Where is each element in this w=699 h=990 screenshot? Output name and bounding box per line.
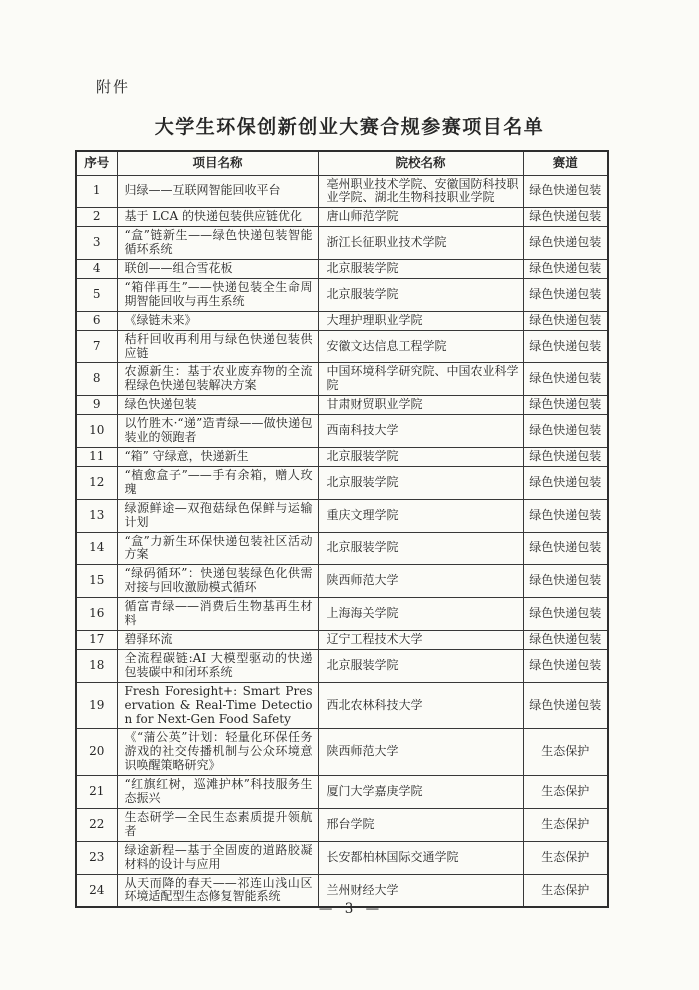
institution-name-cell: 北京服装学院 xyxy=(318,278,523,311)
project-name-cell: “箱” 守绿意，快递新生 xyxy=(117,448,318,467)
institution-name-cell: 西北农林科技大学 xyxy=(318,682,523,729)
project-name-cell: 全流程碳链:AI 大模型驱动的快递包装碳中和闭环系统 xyxy=(117,649,318,682)
track-cell: 绿色快递包装 xyxy=(523,175,608,208)
institution-name-cell: 陕西师范大学 xyxy=(318,729,523,776)
project-name-cell: 绿色快递包装 xyxy=(117,396,318,415)
project-name-cell: 绿途新程—基于全固废的道路胶凝材料的设计与应用 xyxy=(117,841,318,874)
project-name-cell: 《绿链未来》 xyxy=(117,311,318,330)
table-row xyxy=(76,396,608,415)
institution-name-cell: 重庆文理学院 xyxy=(318,499,523,532)
row-number: 15 xyxy=(76,565,117,598)
table-row xyxy=(76,227,608,260)
institution-name-cell: 浙江长征职业技术学院 xyxy=(318,227,523,260)
track-cell: 生态保护 xyxy=(523,874,608,907)
project-name-cell: 联创——组合雪花板 xyxy=(117,260,318,279)
table-row xyxy=(76,841,608,874)
row-number: 17 xyxy=(76,630,117,649)
header-track: 赛道 xyxy=(523,151,608,175)
table-row xyxy=(76,598,608,631)
institution-name-cell: 长安都柏林国际交通学院 xyxy=(318,841,523,874)
table-row xyxy=(76,565,608,598)
project-name-cell: “盒”力新生环保快递包装社区活动方案 xyxy=(117,532,318,565)
row-number: 7 xyxy=(76,330,117,363)
row-number: 20 xyxy=(76,729,117,776)
table-row xyxy=(76,330,608,363)
header-project-name: 项目名称 xyxy=(117,151,318,175)
institution-name-cell: 亳州职业技术学院、安徽国防科技职业学院、湖北生物科技职业学院 xyxy=(318,175,523,208)
institution-name-cell: 甘肃财贸职业学院 xyxy=(318,396,523,415)
track-cell: 绿色快递包装 xyxy=(523,415,608,448)
project-name-cell: 基于 LCA 的快递包装供应链优化 xyxy=(117,208,318,227)
project-name-cell: 循富青绿——消费后生物基再生材料 xyxy=(117,598,318,631)
track-cell: 生态保护 xyxy=(523,808,608,841)
header-serial-number: 序号 xyxy=(76,151,117,175)
track-cell: 绿色快递包装 xyxy=(523,649,608,682)
track-cell: 绿色快递包装 xyxy=(523,448,608,467)
row-number: 16 xyxy=(76,598,117,631)
track-cell: 绿色快递包装 xyxy=(523,396,608,415)
table-row xyxy=(76,466,608,499)
institution-name-cell: 安徽文达信息工程学院 xyxy=(318,330,523,363)
track-cell: 绿色快递包装 xyxy=(523,311,608,330)
track-cell: 绿色快递包装 xyxy=(523,565,608,598)
attachment-label: 附件 xyxy=(96,78,131,96)
institution-name-cell: 北京服装学院 xyxy=(318,260,523,279)
row-number: 23 xyxy=(76,841,117,874)
track-cell: 绿色快递包装 xyxy=(523,682,608,729)
track-cell: 绿色快递包装 xyxy=(523,208,608,227)
track-cell: 绿色快递包装 xyxy=(523,227,608,260)
track-cell: 生态保护 xyxy=(523,729,608,776)
row-number: 12 xyxy=(76,466,117,499)
track-cell: 生态保护 xyxy=(523,776,608,809)
header-institution-name: 院校名称 xyxy=(318,151,523,175)
row-number: 1 xyxy=(76,175,117,208)
institution-name-cell: 辽宁工程技术大学 xyxy=(318,630,523,649)
institution-name-cell: 西南科技大学 xyxy=(318,415,523,448)
project-name-cell: 秸秆回收再利用与绿色快递包装供应链 xyxy=(117,330,318,363)
project-name-cell: “植愈盒子”——手有余箱，赠人玫瑰 xyxy=(117,466,318,499)
institution-name-cell: 北京服装学院 xyxy=(318,532,523,565)
project-name-cell: “红旗红树，巡滩护林”科技服务生态振兴 xyxy=(117,776,318,809)
institution-name-cell: 陕西师范大学 xyxy=(318,565,523,598)
table-row xyxy=(76,729,608,776)
table-row xyxy=(76,630,608,649)
page-title: 大学生环保创新创业大赛合规参赛项目名单 xyxy=(154,116,545,138)
institution-name-cell: 北京服装学院 xyxy=(318,466,523,499)
table-row xyxy=(76,532,608,565)
track-cell: 绿色快递包装 xyxy=(523,363,608,396)
table-row xyxy=(76,448,608,467)
project-name-cell: 《“蒲公英”计划：轻量化环保任务游戏的社交传播机制与公众环境意识唤醒策略研究》 xyxy=(117,729,318,776)
table-row xyxy=(76,649,608,682)
row-number: 24 xyxy=(76,874,117,907)
project-name-cell: 以竹胜木·“递”造青绿——做快递包装业的领跑者 xyxy=(117,415,318,448)
row-number: 18 xyxy=(76,649,117,682)
row-number: 9 xyxy=(76,396,117,415)
institution-name-cell: 中国环境科学研究院、中国农业科学院 xyxy=(318,363,523,396)
row-number: 3 xyxy=(76,227,117,260)
institution-name-cell: 北京服装学院 xyxy=(318,649,523,682)
project-name-cell: Fresh Foresight+: Smart Preservation & Real-Time Detection for Next-Gen Food Safety xyxy=(117,682,318,729)
table-body xyxy=(76,175,608,907)
track-cell: 绿色快递包装 xyxy=(523,532,608,565)
project-name-cell: “绿码循环”：快递包装绿色化供需对接与回收激励模式循环 xyxy=(117,565,318,598)
institution-name-cell: 北京服装学院 xyxy=(318,448,523,467)
track-cell: 绿色快递包装 xyxy=(523,278,608,311)
project-table xyxy=(75,150,609,908)
project-name-cell: 绿源鲜途—双孢菇绿色保鲜与运输计划 xyxy=(117,499,318,532)
institution-name-cell: 唐山师范学院 xyxy=(318,208,523,227)
row-number: 21 xyxy=(76,776,117,809)
project-name-cell: 从天而降的春天——祁连山浅山区环境适配型生态修复智能系统 xyxy=(117,874,318,907)
table-row xyxy=(76,311,608,330)
project-name-cell: “盒”链新生——绿色快递包装智能循环系统 xyxy=(117,227,318,260)
row-number: 22 xyxy=(76,808,117,841)
project-name-cell: 生态研学—全民生态素质提升领航者 xyxy=(117,808,318,841)
table-row xyxy=(76,499,608,532)
institution-name-cell: 大理护理职业学院 xyxy=(318,311,523,330)
table-row xyxy=(76,278,608,311)
page-number: — 3 — xyxy=(318,901,381,917)
row-number: 13 xyxy=(76,499,117,532)
table-row xyxy=(76,776,608,809)
table-row xyxy=(76,808,608,841)
institution-name-cell: 兰州财经大学 xyxy=(318,874,523,907)
row-number: 10 xyxy=(76,415,117,448)
row-number: 14 xyxy=(76,532,117,565)
row-number: 8 xyxy=(76,363,117,396)
table-row xyxy=(76,363,608,396)
project-name-cell: 农源新生：基于农业废弃物的全流程绿色快递包装解决方案 xyxy=(117,363,318,396)
row-number: 5 xyxy=(76,278,117,311)
project-name-cell: 碧驿环流 xyxy=(117,630,318,649)
table-row xyxy=(76,175,608,208)
row-number: 6 xyxy=(76,311,117,330)
project-name-cell: 归绿——互联网智能回收平台 xyxy=(117,175,318,208)
track-cell: 绿色快递包装 xyxy=(523,466,608,499)
row-number: 2 xyxy=(76,208,117,227)
table-row xyxy=(76,682,608,729)
track-cell: 生态保护 xyxy=(523,841,608,874)
table-header-row xyxy=(76,151,608,175)
track-cell: 绿色快递包装 xyxy=(523,260,608,279)
project-name-cell: “箱伴再生”——快递包装全生命周期智能回收与再生系统 xyxy=(117,278,318,311)
track-cell: 绿色快递包装 xyxy=(523,598,608,631)
institution-name-cell: 邢台学院 xyxy=(318,808,523,841)
track-cell: 绿色快递包装 xyxy=(523,630,608,649)
institution-name-cell: 厦门大学嘉庚学院 xyxy=(318,776,523,809)
row-number: 4 xyxy=(76,260,117,279)
row-number: 11 xyxy=(76,448,117,467)
institution-name-cell: 上海海关学院 xyxy=(318,598,523,631)
track-cell: 绿色快递包装 xyxy=(523,499,608,532)
table-row xyxy=(76,415,608,448)
track-cell: 绿色快递包装 xyxy=(523,330,608,363)
table-row xyxy=(76,208,608,227)
table-row xyxy=(76,260,608,279)
row-number: 19 xyxy=(76,682,117,729)
